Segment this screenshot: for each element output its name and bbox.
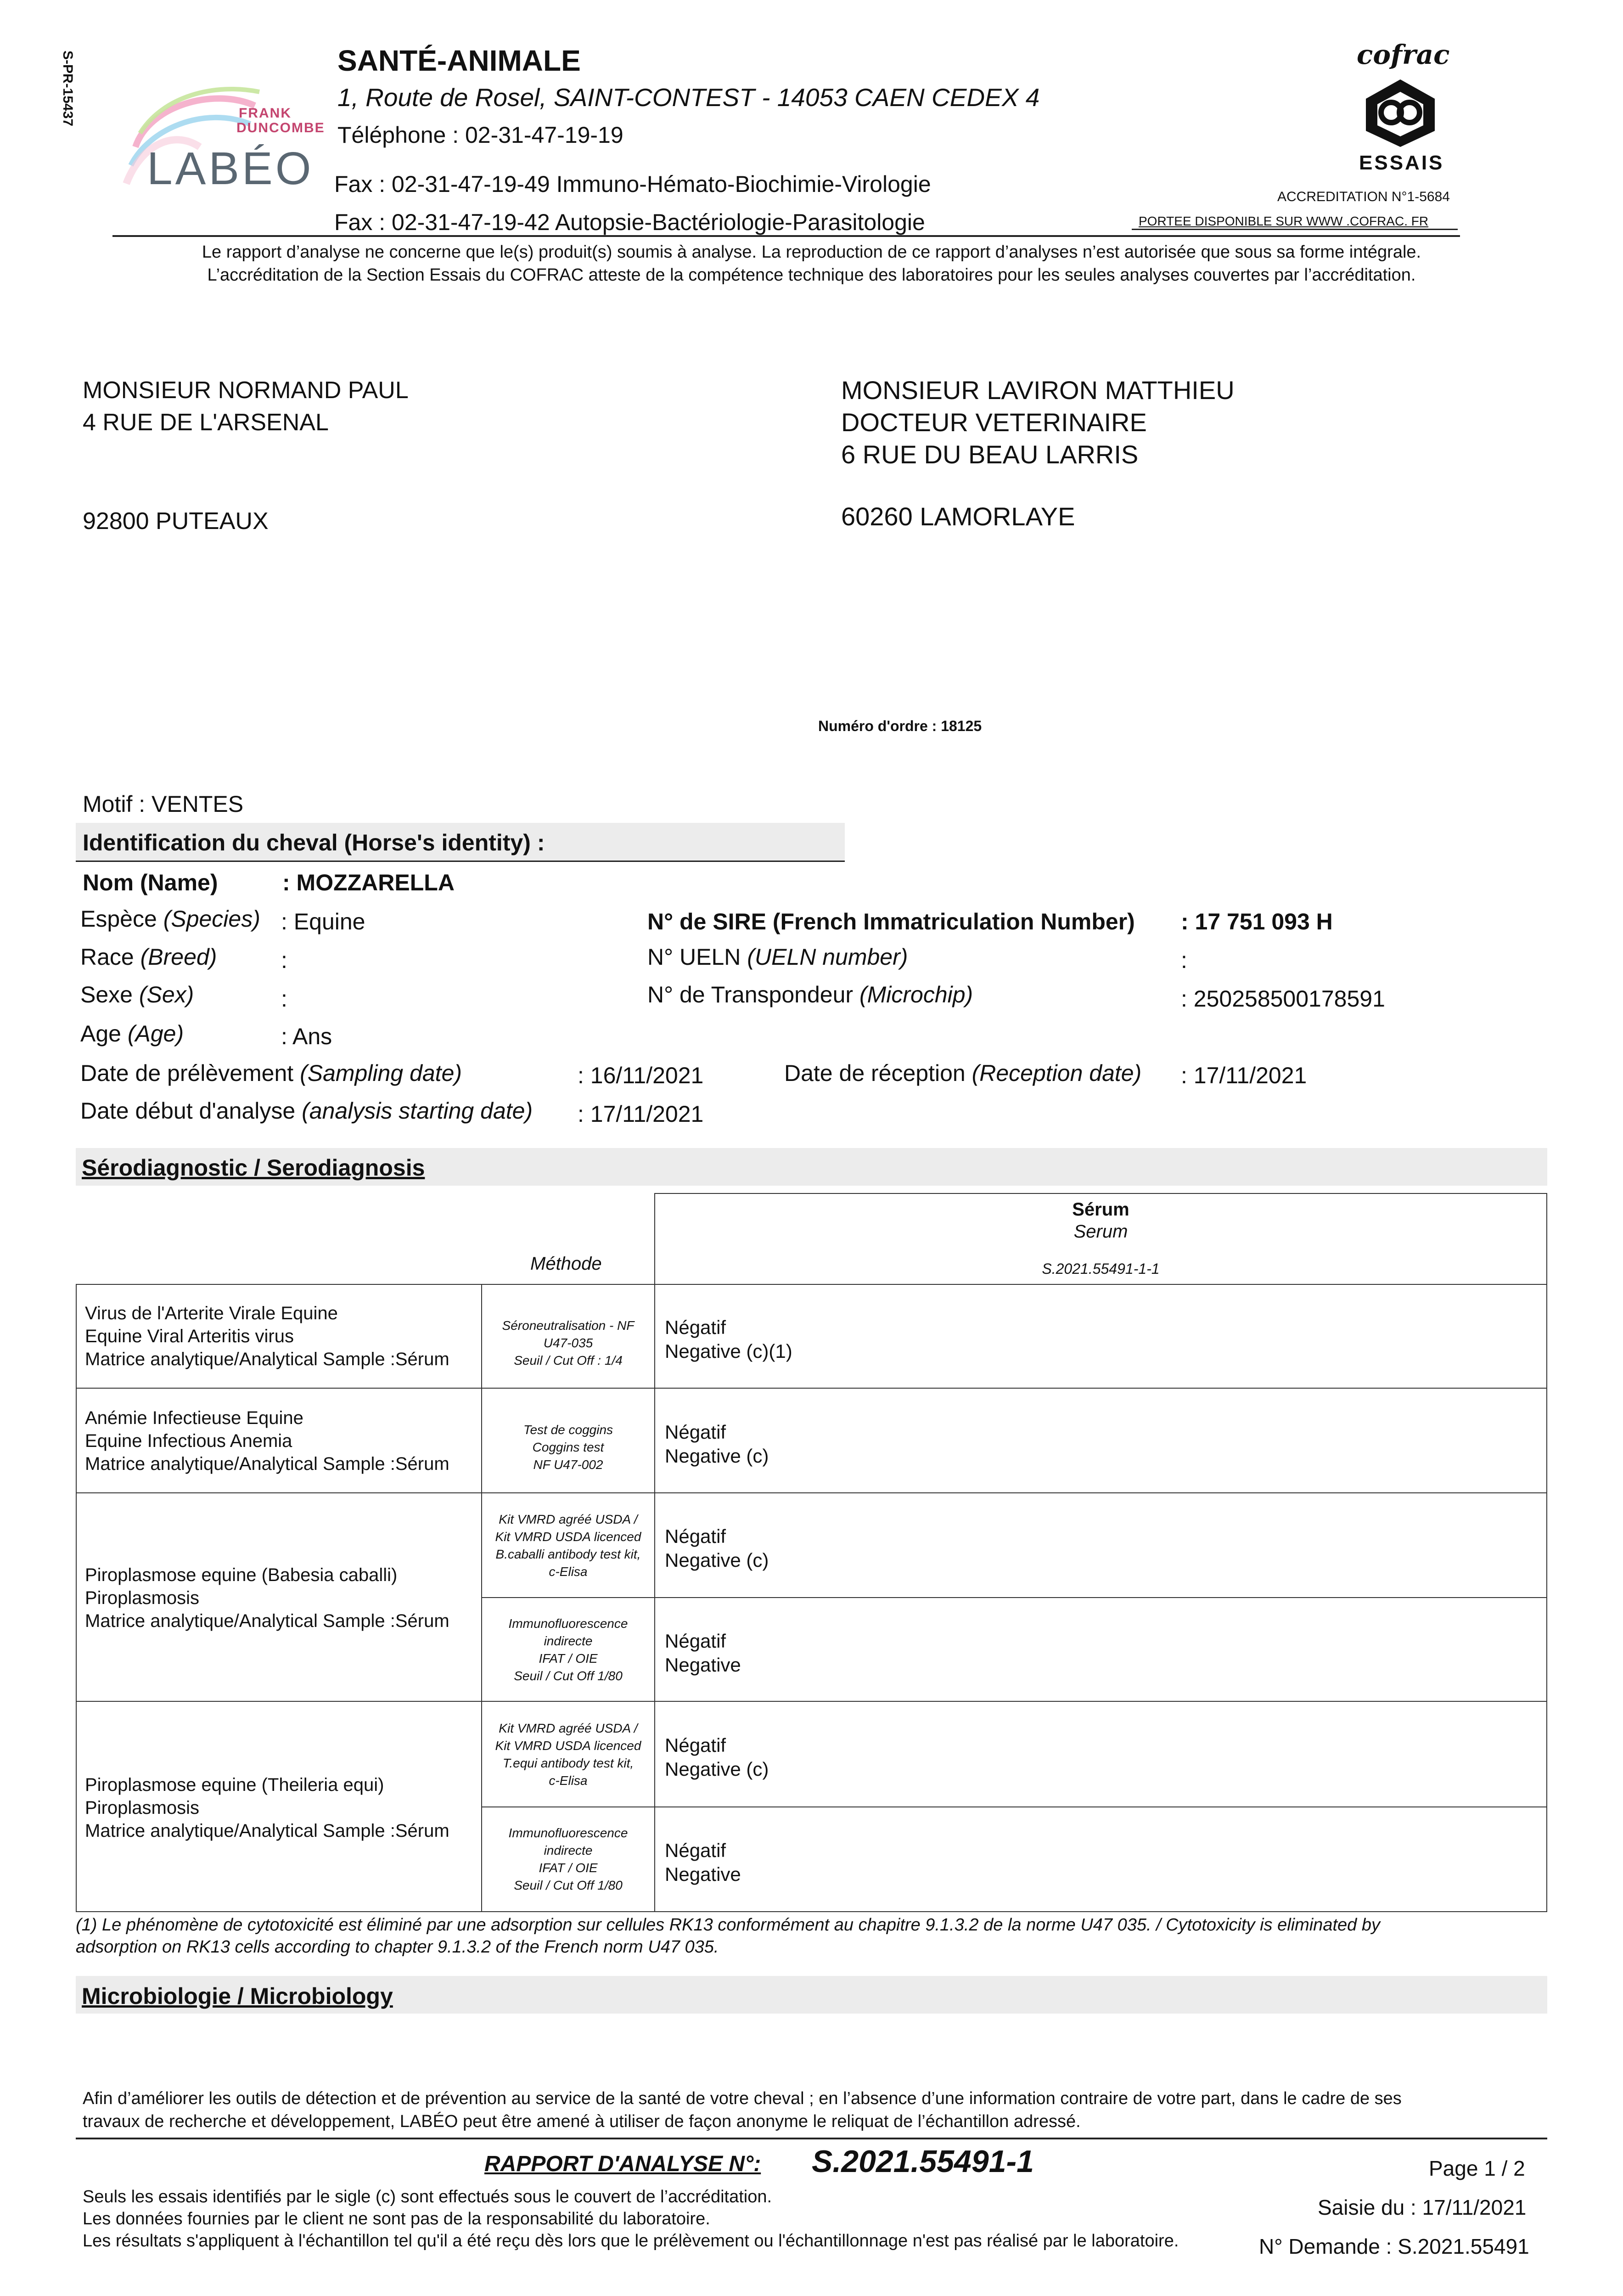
- age-label-en: (Age): [127, 1021, 184, 1047]
- row-1-l2: Equine Viral Arteritis virus: [85, 1326, 294, 1346]
- rd-notice: [83, 2087, 1402, 2133]
- cofrac-essais: ESSAIS: [1359, 152, 1444, 174]
- row-3-l1: Piroplasmose equine (Babesia caballi): [85, 1565, 398, 1585]
- ueln-label-fr: N° UELN: [647, 944, 741, 970]
- footer-note-2: Les données fournies par le client ne sont pas de la responsabilité du laboratoire.: [83, 2209, 710, 2228]
- breed-label-en: (Breed): [140, 944, 217, 970]
- row-4b-r1: Négatif: [665, 1840, 726, 1861]
- transponder-value: : 250258500178591: [1181, 986, 1385, 1012]
- row-3b-m3: IFAT / OIE: [539, 1651, 598, 1666]
- row-2-label-text: [85, 1407, 449, 1475]
- row-4a-m3: T.equi antibody test kit,: [502, 1756, 634, 1770]
- row-4b-m1: Immunofluorescence: [508, 1826, 628, 1840]
- row-1-label-text: [85, 1302, 449, 1371]
- disclaimer-line2: L’accréditation de la Section Essais du COFRAC atteste de la compétence technique des laboratoires pour les seules analyses couvertes par l’accréditation.: [207, 265, 1416, 285]
- row-3a-m1: Kit VMRD agréé USDA /: [499, 1512, 638, 1526]
- vet-city: 60260 LAMORLAYE: [841, 502, 1075, 531]
- saisie-date: Saisie du : 17/11/2021: [1318, 2195, 1527, 2219]
- row-3a-m2: Kit VMRD USDA licenced: [495, 1530, 641, 1544]
- sire-label: N° de SIRE (French Immatriculation Number): [647, 909, 1135, 934]
- logo-duncombe: DUNCOMBE: [236, 120, 325, 135]
- row-3b-m1: Immunofluorescence: [508, 1616, 628, 1631]
- motif: Motif : VENTES: [83, 791, 244, 817]
- lab-name: SANTÉ-ANIMALE: [337, 44, 581, 77]
- serum-header-fr: Sérum: [1072, 1199, 1129, 1220]
- footer-notes: [83, 2186, 1179, 2252]
- footer-note-1: Seuls les essais identifiés par le sigle (c) sont effectués sous le couvert de l’accréditation.: [83, 2187, 772, 2206]
- horse-name-label: Nom (Name): [83, 870, 218, 895]
- identification-title: Identification du cheval (Horse's identity) :: [83, 830, 545, 855]
- owner-street: 4 RUE DE L'ARSENAL: [83, 409, 329, 436]
- sampling-label-fr: Date de prélèvement: [80, 1060, 294, 1086]
- row-1-method-text: [482, 1317, 654, 1369]
- lab-fax1: Fax : 02-31-47-19-49 Immuno-Hémato-Biochimie-Virologie: [334, 171, 931, 197]
- table-row-3a-result: [654, 1492, 1547, 1598]
- row-4-l3: Matrice analytique/Analytical Sample :Sérum: [85, 1821, 449, 1841]
- owner-name: MONSIEUR NORMAND PAUL: [83, 377, 409, 404]
- report-number: S.2021.55491-1: [812, 2144, 1034, 2179]
- sampling-date-label: [80, 1060, 462, 1086]
- age-label: [80, 1020, 184, 1047]
- table-row-3b-result: [654, 1597, 1547, 1702]
- row-4b-m4: Seuil / Cut Off 1/80: [514, 1878, 623, 1892]
- row-3a-m4: c-Elisa: [549, 1564, 588, 1579]
- serodiagnostic-title: Sérodiagnostic / Serodiagnosis: [82, 1155, 425, 1181]
- ueln-label: [647, 944, 908, 970]
- row-1-l3: Matrice analytique/Analytical Sample :Sérum: [85, 1349, 449, 1369]
- sex-label-fr: Sexe: [80, 982, 133, 1007]
- report-label: RAPPORT D'ANALYSE N°:: [484, 2152, 761, 2176]
- row-2-m2: Coggins test: [532, 1440, 604, 1454]
- row-3b-m4: Seuil / Cut Off 1/80: [514, 1669, 623, 1683]
- transponder-label-fr: N° de Transpondeur: [647, 982, 854, 1007]
- start-date-value: : 17/11/2021: [578, 1101, 704, 1127]
- start-label-en: (analysis starting date): [302, 1098, 533, 1124]
- age-value: : Ans: [281, 1024, 332, 1049]
- serum-header-en: Serum: [1073, 1221, 1128, 1242]
- row-4-l2: Piroplasmosis: [85, 1798, 199, 1818]
- row-3a-m3: B.caballi antibody test kit,: [495, 1547, 641, 1561]
- row-4b-result-text: [665, 1839, 741, 1886]
- table-row-4b-result: [654, 1806, 1547, 1912]
- breed-label-fr: Race: [80, 944, 134, 970]
- table-row-4a-result: [654, 1701, 1547, 1807]
- identification-bar-underline: [76, 861, 845, 862]
- row-2-method-text: [482, 1421, 654, 1474]
- row-4a-m2: Kit VMRD USDA licenced: [495, 1739, 641, 1753]
- horse-name-value: : MOZZARELLA: [282, 870, 455, 895]
- row-4b-r2: Negative: [665, 1863, 741, 1885]
- row-3b-r1: Négatif: [665, 1630, 726, 1652]
- row-3-label-text: [85, 1564, 449, 1632]
- row-4a-r2: Negative (c): [665, 1758, 769, 1780]
- sex-label: [80, 981, 194, 1008]
- row-4a-m4: c-Elisa: [549, 1773, 588, 1788]
- rd-notice-line1: Afin d’améliorer les outils de détection et de prévention au service de la santé de votre cheval ; en l’absence d’une information contraire de votre part, dans le cadre de ses: [83, 2089, 1402, 2108]
- reception-label-en: (Reception date): [972, 1060, 1142, 1086]
- start-date-label: [80, 1097, 533, 1124]
- ueln-value: :: [1181, 947, 1187, 973]
- row-3-l2: Piroplasmosis: [85, 1588, 199, 1608]
- vet-title: DOCTEUR VETERINAIRE: [841, 408, 1147, 437]
- row-3b-r2: Negative: [665, 1654, 741, 1676]
- footer-divider: [76, 2138, 1547, 2139]
- row-3a-result-text: [665, 1525, 769, 1572]
- row-4-l1: Piroplasmose equine (Theileria equi): [85, 1775, 384, 1795]
- row-2-m3: NF U47-002: [533, 1458, 603, 1472]
- footnote: [76, 1914, 1380, 1958]
- row-3a-method-text: [482, 1511, 654, 1581]
- footnote-line1: (1) Le phénomène de cytotoxicité est éliminé par une adsorption sur cellules RK13 conformément au chapitre 9.1.3.2 de la norme U47 035. / Cytotoxicity is eliminated by: [76, 1915, 1380, 1935]
- row-3b-result-text: [665, 1629, 741, 1677]
- breed-label: [80, 944, 217, 970]
- cofrac-brand: cofrac: [1357, 39, 1450, 70]
- species-value: : Equine: [281, 909, 365, 934]
- transponder-label-en: (Microchip): [859, 982, 973, 1007]
- sire-value: : 17 751 093 H: [1181, 909, 1333, 934]
- row-2-r2: Negative (c): [665, 1445, 769, 1467]
- row-3b-m2: indirecte: [544, 1634, 593, 1648]
- breed-value: :: [281, 947, 287, 973]
- demande-number: N° Demande : S.2021.55491: [1259, 2234, 1529, 2258]
- row-1-m2: U47-035: [543, 1336, 593, 1350]
- labeo-logo: [122, 78, 324, 197]
- owner-city: 92800 PUTEAUX: [83, 508, 269, 535]
- reception-date-label: [784, 1060, 1141, 1086]
- header-divider: [112, 235, 1460, 237]
- portee-link[interactable]: PORTEE DISPONIBLE SUR WWW .COFRAC. FR: [1139, 214, 1429, 228]
- logo-frank: FRANK: [239, 106, 292, 121]
- side-code: S-PR-15437: [60, 51, 75, 127]
- reception-label-fr: Date de réception: [784, 1060, 966, 1086]
- row-4-label-text: [85, 1773, 449, 1842]
- row-3-l3: Matrice analytique/Analytical Sample :Sérum: [85, 1611, 449, 1631]
- sampling-date-value: : 16/11/2021: [578, 1063, 704, 1088]
- sample-id: S.2021.55491-1-1: [1042, 1261, 1160, 1277]
- species-label-fr: Espèce: [80, 906, 157, 932]
- order-number: Numéro d'ordre : 18125: [818, 718, 982, 734]
- row-4b-m3: IFAT / OIE: [539, 1861, 598, 1875]
- row-4b-method-text: [482, 1824, 654, 1894]
- sex-label-en: (Sex): [139, 982, 194, 1007]
- row-2-result-text: [665, 1420, 769, 1468]
- row-3a-r1: Négatif: [665, 1525, 726, 1547]
- table-row-2-result: [654, 1388, 1547, 1493]
- microbiology-title: Microbiologie / Microbiology: [82, 1983, 393, 2009]
- age-label-fr: Age: [80, 1021, 121, 1047]
- start-label-fr: Date début d'analyse: [80, 1098, 296, 1124]
- ueln-label-en: (UELN number): [747, 944, 908, 970]
- row-2-l1: Anémie Infectieuse Equine: [85, 1408, 303, 1428]
- lab-address: 1, Route de Rosel, SAINT-CONTEST - 14053 CAEN CEDEX 4: [337, 83, 1040, 112]
- row-4a-method-text: [482, 1720, 654, 1790]
- row-2-m1: Test de coggins: [523, 1423, 613, 1437]
- footer-note-3: Les résultats s'appliquent à l'échantillon tel qu'il a été reçu dès lors que le prélèvement ou l'échantillonnage n'est pas réalisé par le laboratoire.: [83, 2231, 1179, 2251]
- row-2-r1: Négatif: [665, 1421, 726, 1443]
- vet-address: [841, 374, 1235, 471]
- sex-value: :: [281, 986, 287, 1012]
- header-divider-right: [1132, 229, 1458, 230]
- row-1-r1: Négatif: [665, 1317, 726, 1338]
- methode-header: Méthode: [530, 1254, 602, 1274]
- row-2-l2: Equine Infectious Anemia: [85, 1431, 292, 1451]
- species-label-en: (Species): [163, 906, 260, 932]
- accreditation-number: ACCREDITATION N°1-5684: [1277, 189, 1450, 204]
- transponder-label: [647, 981, 973, 1008]
- row-1-result-text: [665, 1316, 792, 1363]
- owner-address: [83, 374, 409, 439]
- row-1-m1: Séroneutralisation - NF: [502, 1318, 635, 1333]
- logo-labeo: LABÉO: [147, 143, 314, 194]
- row-1-r2: Negative (c)(1): [665, 1340, 792, 1362]
- rd-notice-line2: travaux de recherche et développement, LABÉO peut être amené à utiliser de façon anonyme le reliquat de l’échantillon adressé.: [83, 2112, 1081, 2131]
- row-3a-r2: Negative (c): [665, 1549, 769, 1571]
- sampling-label-en: (Sampling date): [300, 1060, 462, 1086]
- row-1-m3: Seuil / Cut Off : 1/4: [514, 1353, 623, 1367]
- row-4a-result-text: [665, 1733, 769, 1781]
- vet-name: MONSIEUR LAVIRON MATTHIEU: [841, 376, 1235, 405]
- row-1-l1: Virus de l'Arterite Virale Equine: [85, 1303, 338, 1323]
- lab-fax2: Fax : 02-31-47-19-42 Autopsie-Bactériologie-Parasitologie: [334, 209, 925, 235]
- row-4a-r1: Négatif: [665, 1734, 726, 1756]
- row-4a-m1: Kit VMRD agréé USDA /: [499, 1721, 638, 1735]
- disclaimer-line1: Le rapport d’analyse ne concerne que le(s) produit(s) soumis à analyse. La reproduction de ce rapport d’analyses n’est autorisée que sous sa forme intégrale.: [202, 242, 1421, 262]
- reception-date-value: : 17/11/2021: [1181, 1063, 1307, 1088]
- footnote-line2: adsorption on RK13 cells according to chapter 9.1.3.2 of the French norm U47 035.: [76, 1937, 719, 1957]
- vet-street: 6 RUE DU BEAU LARRIS: [841, 440, 1139, 469]
- species-label: [80, 906, 260, 932]
- row-3b-method-text: [482, 1615, 654, 1685]
- row-2-l3: Matrice analytique/Analytical Sample :Sérum: [85, 1454, 449, 1474]
- cofrac-logo: [1354, 39, 1450, 177]
- lab-phone: Téléphone : 02-31-47-19-19: [337, 122, 623, 148]
- row-4b-m2: indirecte: [544, 1843, 593, 1857]
- page-number: Page 1 / 2: [1429, 2156, 1525, 2180]
